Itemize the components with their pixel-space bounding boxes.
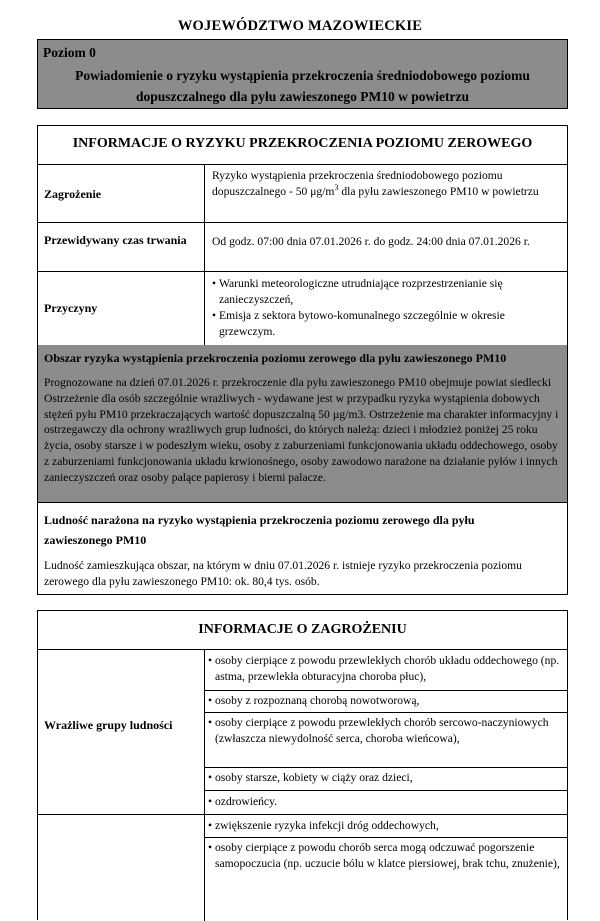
level-label: Poziom 0	[43, 45, 96, 60]
causes-label: Przyczyny	[44, 301, 98, 315]
risk-area-text: Prognozowane na dzień 07.01.2026 r. przekroczenie dla pyłu zawieszonego PM10 obejmuje powiat siedlecki Ostrzeżenie dla osób szczególnie wrażliwych - wydawane jest w przypadku ryzyka wystąpienia dobowych stężeń pyłu PM10 przekraczających wartość dopuszczalną 50 µg/m3. Ostrzeżenie ma charakter informacyjny i ostrzegawczy dla ochrony wrażliwych grup ludności, do których należą: dzieci i młodzież poniżej 25 roku życia, osoby starsze i w podeszłym wieku, osoby z zaburzeniami funkcjonowania układu oddechowego, osoby z zaburzeniami funkcjonowania układu krwionośnego, osoby zawodowo narażone na działanie pyłów i innych zanieczyszczeń oraz osoby palące papierosy i bierni palacze.	[44, 376, 559, 484]
level-banner	[37, 39, 568, 109]
sensitive-group-item: • osoby cierpiące z powodu przewlekłych chorób sercowo-naczyniowych (zwłaszcza niewydolność serca, choroba wieńcowa),	[208, 715, 563, 747]
sensitive-group-item: • osoby cierpiące z powodu przewlekłych chorób układu oddechowego (np. astma, przewlekła obturacyjna choroba płuc),	[208, 653, 563, 685]
cause-item: • Emisja z sektora bytowo-komunalnego szczególnie w okresie grzewczym.	[212, 308, 562, 340]
threat-value: Ryzyko wystąpienia przekroczenia średniodobowego poziomu dopuszczalnego - 50 $\mu g/m^3$ dla pyłu zawieszonego PM10 w powietrzu	[212, 169, 539, 198]
risk-info-table	[37, 125, 568, 595]
risk-area-heading: Obszar ryzyka wystąpienia przekroczenia poziomu zerowego dla pyłu zawieszonego PM10	[44, 351, 507, 365]
risk-area-section	[38, 345, 567, 502]
sensitive-group-item: • ozdrowieńcy.	[208, 794, 563, 810]
sensitive-group-item: • osoby z rozpoznaną chorobą nowotworową,	[208, 693, 563, 709]
causes-list	[212, 276, 562, 340]
sensitive-group-item: • osoby starsze, kobiety w ciąży oraz dzieci,	[208, 770, 563, 786]
sensitive-groups-label: Wrażliwe grupy ludności	[44, 718, 173, 732]
duration-value: Od godz. 07:00 dnia 07.01.2026 r. do godz. 24:00 dnia 07.01.2026 r.	[212, 235, 530, 248]
duration-label: Przewidywany czas trwania	[44, 233, 187, 247]
level-title: Powiadomienie o ryzyku wystąpienia przekroczenia średniodobowego poziomu dopuszczalnego dla pyłu zawieszonego PM10 w powietrzu	[75, 68, 530, 104]
effect-item: • osoby cierpiące z powodu chorób serca mogą odczuwać pogorszenie samopoczucia (np. uczucie bólu w klatce piersiowej, brak tchu, znużenie),	[208, 840, 563, 872]
threat-label: Zagrożenie	[44, 187, 102, 201]
risk-info-heading: INFORMACJE O RYZYKU PRZEKROCZENIA POZIOMU ZEROWEGO	[72, 136, 533, 151]
threat-info-heading: INFORMACJE O ZAGROŻENIU	[198, 622, 407, 637]
cause-item: • Warunki meteorologiczne utrudniające rozprzestrzenianie się zanieczyszczeń,	[212, 276, 562, 308]
population-text: Ludność zamieszkująca obszar, na którym w dniu 07.01.2026 r. istnieje ryzyko przekroczenia poziomu zerowego dla pyłu zawieszonego PM10: ok. 80,4 tys. osób.	[44, 559, 522, 588]
effect-item: • zwiększenie ryzyka infekcji dróg oddechowych,	[208, 818, 563, 834]
threat-info-table	[37, 610, 568, 920]
region-title: WOJEWÓDZTWO MAZOWIECKIE	[177, 18, 423, 34]
sensitive-groups-list	[208, 653, 563, 685]
population-heading: Ludność narażona na ryzyko wystąpienia przekroczenia poziomu zerowego dla pyłu zawieszonego PM10	[44, 513, 475, 547]
